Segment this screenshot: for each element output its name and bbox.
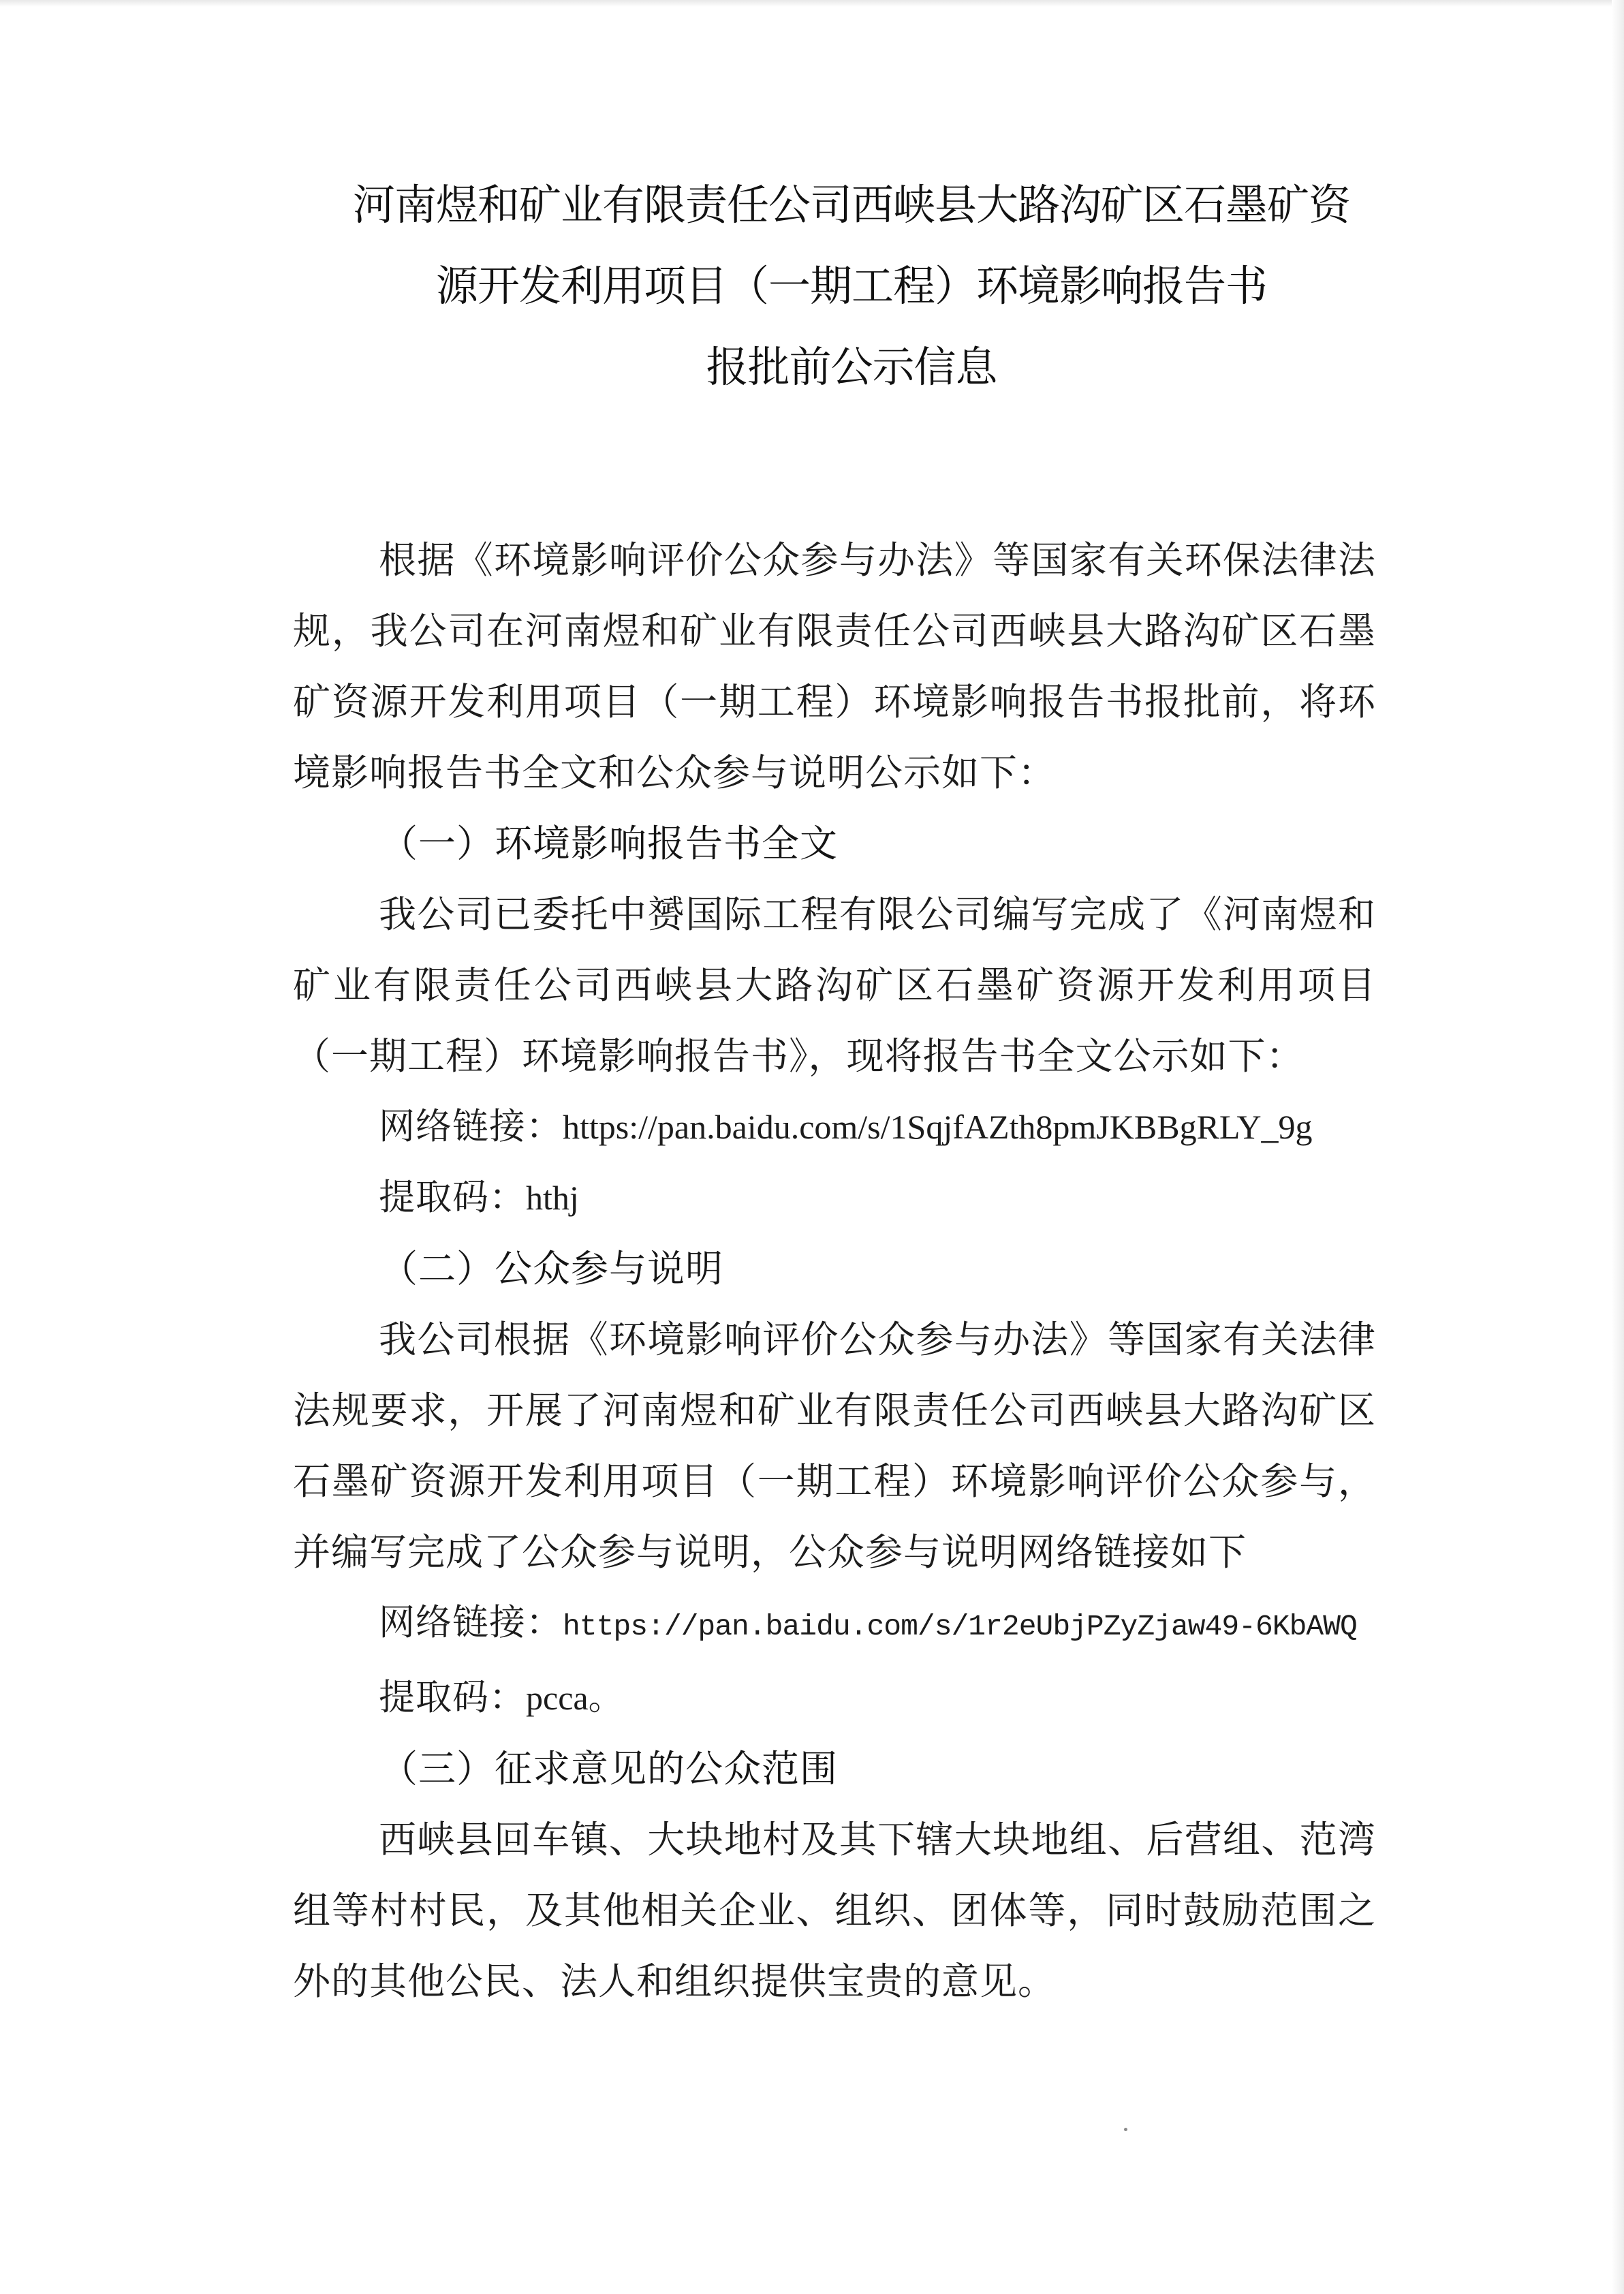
document-body <box>293 525 1376 2017</box>
section-1-code-label: 提取码： <box>379 1177 526 1218</box>
title-line-2: 源开发利用项目（一期工程）环境影响报告书 <box>435 261 1267 311</box>
scan-shadow-top <box>0 0 1624 7</box>
scan-speck <box>1124 2128 1127 2131</box>
scan-shadow-right <box>1612 0 1624 2294</box>
section-3-paragraph: 西峡县回车镇、大块地村及其下辖大块地组、后营组、范湾组等村村民，及其他相关企业、组织、团体等，同时鼓励范围之外的其他公民、法人和组织提供宝贵的意见。 <box>293 1818 1376 2003</box>
document-title <box>320 180 1383 392</box>
section-2-code-label: 提取码： <box>379 1677 526 1718</box>
title-line-3: 报批前公示信息 <box>706 342 997 392</box>
section-2-paragraph: 我公司根据《环境影响评价公众参与办法》等国家有关法律法规要求，开展了河南煜和矿业有限责任公司西峡县大路沟矿区石墨矿资源开发利用项目（一期工程）环境影响评价公众参与，并编写完成了公众参与说明，公众参与说明网络链接如下 <box>293 1318 1376 1574</box>
section-1-code-line <box>293 1162 1376 1233</box>
section-1-code-value: hthj <box>526 1179 579 1217</box>
section-1-link-line <box>293 1091 1376 1162</box>
section-1-paragraph: 我公司已委托中赟国际工程有限公司编写完成了《河南煜和矿业有限责任公司西峡县大路沟矿区石墨矿资源开发利用项目（一期工程）环境影响报告书》，现将报告书全文公示如下： <box>293 893 1376 1078</box>
section-1-link-url[interactable]: https://pan.baidu.com/s/1SqjfAZth8pmJKBBgRLY_9g <box>563 1108 1313 1146</box>
section-1-heading: （一）环境影响报告书全文 <box>380 822 839 865</box>
intro-paragraph: 根据《环境影响评价公众参与办法》等国家有关环保法律法规，我公司在河南煜和矿业有限责任公司西峡县大路沟矿区石墨矿资源开发利用项目（一期工程）环境影响报告书报批前，将环境影响报告书全文和公众参与说明公示如下： <box>293 538 1376 794</box>
title-line-1: 河南煜和矿业有限责任公司西峡县大路沟矿区石墨矿资 <box>352 180 1350 230</box>
section-1-link-label: 网络链接： <box>379 1106 563 1147</box>
section-2-code-line <box>293 1662 1376 1733</box>
section-3-heading: （三）征求意见的公众范围 <box>380 1747 839 1791</box>
section-2-code-value: pcca。 <box>526 1679 623 1717</box>
section-2-link-line <box>293 1587 1376 1662</box>
section-2-heading: （二）公众参与说明 <box>380 1247 724 1290</box>
section-2-link-url[interactable]: https://pan.baidu.com/s/1r2eUbjPZyZjaw49-6KbAWQ <box>563 1610 1357 1643</box>
section-2-link-label: 网络链接： <box>379 1602 563 1643</box>
